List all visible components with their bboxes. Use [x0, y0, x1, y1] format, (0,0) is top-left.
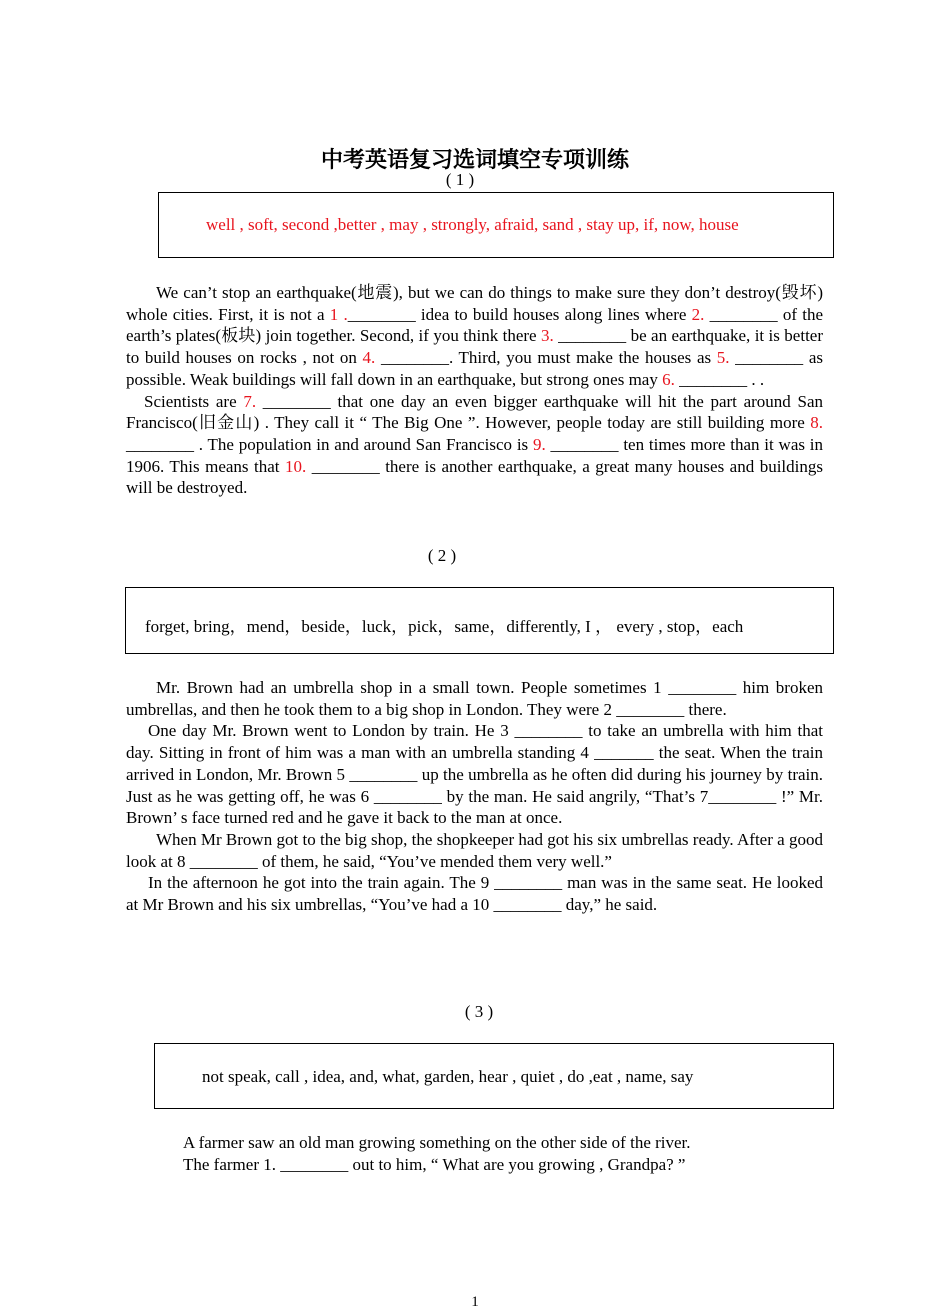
passage-text: ________ as possible. Weak buildings will fall down in an earthquake, but strong ones may — [126, 348, 823, 389]
section-1-passage — [126, 282, 823, 499]
section-1-paragraph — [126, 391, 823, 500]
section-3-number: ( 3 ) — [464, 1002, 494, 1021]
blank-number: 8. — [810, 413, 823, 433]
passage-text: ________ . The population in and around San Francisco is — [126, 434, 533, 454]
passage-text: ________ of the earth’s plates(板块) join together. Second, if you think there — [126, 304, 824, 346]
blank-number: 6. — [662, 369, 675, 389]
section-3-paragraph: A farmer saw an old man growing something on the other side of the river. — [183, 1133, 691, 1152]
passage-text: ________ ten times more than it was in 1906. This means that — [126, 434, 823, 476]
section-2-word-box — [125, 587, 834, 654]
section-2-paragraph: One day Mr. Brown went to London by train. He 3 ________ to take an umbrella with him that day. Sitting in front of him was a man with an umbrella standing 4 _______ the seat. When the train arrived in London, Mr. Brown 5 ________ up the umbrella as he often did during his journey by train. Just as he was getting off, he was 6 ________ by the man. He said angrily, “That’s 7________ !” Mr. Brown’ s face turned red and he gave it back to the man at once. — [126, 721, 823, 828]
blank-number: 5. — [716, 348, 730, 368]
section-3-word-list: not speak, call , idea, and, what, garden, hear , quiet , do ,eat , name, say — [202, 1067, 694, 1086]
passage-text: ________ be an earthquake, it is better to build houses on rocks , not on — [126, 326, 823, 368]
passage-text: ________. Third, you must make the houses as — [375, 348, 717, 368]
passage-text: We can’t stop an earthquake(地震), but we can do things to make sure they don’t destroy(毁坏) whole cities. First, it is not a — [126, 283, 823, 324]
blank-number: 2. — [691, 304, 705, 324]
passage-text: ________ that one day an even bigger earthquake will hit the part around San Francisco(旧金山) . They call it “ The Big One ”. However, people today are still building more — [126, 391, 824, 433]
section-2-passage — [126, 677, 823, 916]
blank-number: 1 . — [329, 304, 348, 324]
page-title: 中考英语复习选词填空专项训练 — [320, 148, 629, 173]
blank-number: 4. — [362, 348, 376, 368]
section-2-paragraph: Mr. Brown had an umbrella shop in a small town. People sometimes 1 ________ him broken umbrellas, and then he took them to a big shop in London. They were 2 ________ there. — [126, 678, 823, 719]
blank-number: 9. — [532, 434, 546, 454]
section-3-passage — [183, 1132, 691, 1175]
blank-number: 7. — [243, 391, 257, 411]
section-3-word-box — [154, 1043, 834, 1109]
passage-text: ________ idea to build houses along lines where — [347, 304, 692, 324]
section-1-paragraph — [126, 282, 823, 391]
section-1-word-box — [158, 192, 834, 258]
passage-text: Scientists are — [144, 391, 244, 411]
passage-text: ________ there is another earthquake, a great many houses and buildings will be destroyed. — [126, 456, 823, 498]
section-1-word-list: well , soft, second ,better , may , strongly, afraid, sand , stay up, if, now, house — [206, 215, 739, 234]
page-number: 1 — [471, 1294, 479, 1310]
section-2-word-list: forget, bring，mend，beside，luck，pick，same，differently, I ， every , stop，each — [145, 617, 744, 636]
blank-number: 10. — [285, 456, 307, 476]
section-2-paragraph: In the afternoon he got into the train again. The 9 ________ man was in the same seat. He looked at Mr Brown and his six umbrellas, “You’ve had a 10 ________ day,” he said. — [126, 873, 823, 915]
section-2-paragraph: When Mr Brown got to the big shop, the shopkeeper had got his six umbrellas ready. After a good look at 8 ________ of them, he said, “You’ve mended them very well.” — [126, 829, 823, 871]
passage-text: ________ . . — [674, 369, 765, 389]
section-2-number: ( 2 ) — [427, 546, 457, 565]
section-3-paragraph: The farmer 1. ________ out to him, “ What are you growing , Grandpa? ” — [183, 1154, 686, 1174]
section-1-number: ( 1 ) — [445, 170, 475, 189]
blank-number: 3. — [541, 326, 554, 346]
